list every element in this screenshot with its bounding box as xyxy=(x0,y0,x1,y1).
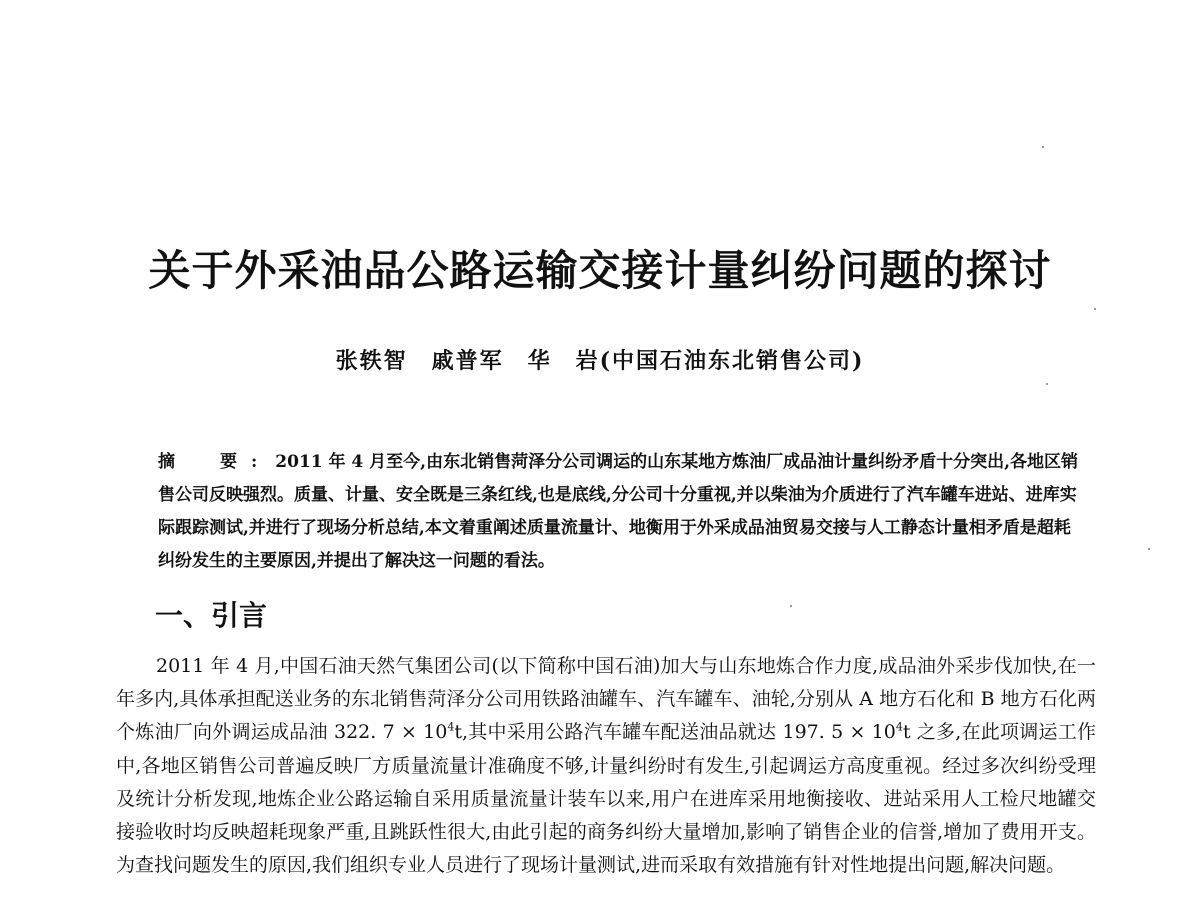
scan-speck xyxy=(1042,146,1044,148)
scan-speck xyxy=(1046,383,1048,385)
intro-text-part2: t,其中采用公路汽车罐车配送油品就达 197. 5 × 10 xyxy=(454,721,896,744)
scan-speck xyxy=(790,605,792,607)
exponent-2: 4 xyxy=(895,721,903,735)
abstract-label: 摘 要: xyxy=(158,452,272,472)
intro-paragraph xyxy=(116,650,1096,882)
abstract-text: 2011 年 4 月至今,由东北销售菏泽分公司调运的山东某地方炼油厂成品油计量纠纷矛盾十分突出,各地区销售公司反映强烈。质量、计量、安全既是三条红线,也是底线,分公司十分重视,并以柴油为介质进行了汽车罐车进站、进库实际跟踪测试,并进行了现场分析总结,本文着重阐述质量流量计、地衡用于外采成品油贸易交接与人工静态计量相矛盾是超耗纠纷发生的主要原因,并提出了解决这一问题的看法。 xyxy=(158,452,1079,571)
scan-speck xyxy=(1148,548,1150,550)
paper-title: 关于外采油品公路运输交接计量纠纷问题的探讨 xyxy=(148,246,1052,295)
abstract xyxy=(158,446,1078,578)
scan-speck xyxy=(1094,308,1096,310)
intro-text-part1: 2011 年 4 月,中国石油天然气集团公司(以下简称中国石油)加大与山东地炼合作力度,成品油外采步伐加快,在一年多内,具体承担配送业务的东北销售菏泽分公司用铁路油罐车、汽车罐车、油轮,分别从 A 地方石化和 B 地方石化两个炼油厂向外调运成品油 322. 7 × 10 xyxy=(116,655,1096,744)
intro-text-part3: t 之多,在此项调运工作中,各地区销售公司普遍反映厂方质量流量计准确度不够,计量纠纷时有发生,引起调运方高度重视。经过多次纠纷受理及统计分析发现,地炼企业公路运输自采用质量流量计装车以来,用户在进库采用地衡接收、进站采用人工检尺地罐交接验收时均反映超耗现象严重,且跳跃性很大,由此引起的商务纠纷大量增加,影响了销售企业的信誉,增加了费用开支。为查找问题发生的原因,我们组织专业人员进行了现场计量测试,进而采取有效措施有针对性地提出问题,解决问题。 xyxy=(116,721,1096,877)
author-line: 张轶智 戚普军 华 岩(中国石油东北销售公司) xyxy=(335,348,865,374)
exponent-1: 4 xyxy=(447,721,455,735)
section-heading: 一、引言 xyxy=(155,599,268,632)
